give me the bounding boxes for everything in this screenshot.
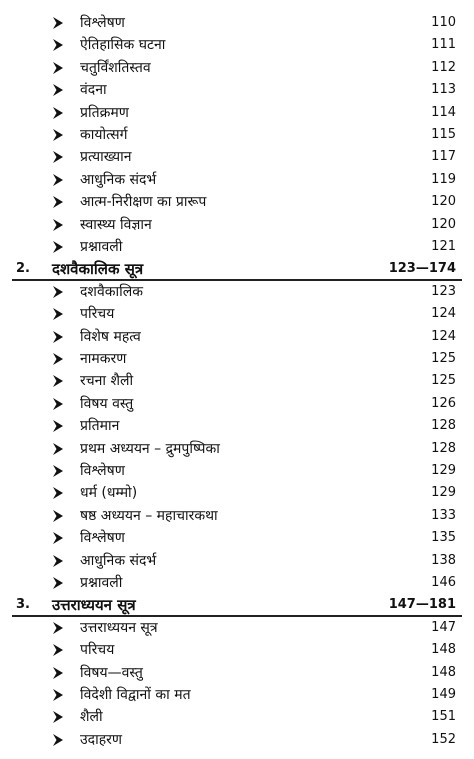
toc-entry-page: 147 [431, 619, 456, 635]
toc-entry-page: 115 [431, 127, 456, 142]
chapter-heading[interactable] [0, 594, 474, 616]
toc-entry-title: विदेशी विद्वानों का मत [80, 687, 191, 703]
toc-entry-page: 128 [431, 418, 456, 434]
toc-entry-page: 128 [431, 440, 456, 456]
toc-entry-title: उत्तराध्ययन सूत्र [80, 619, 158, 636]
toc-entry-page: 112 [431, 59, 456, 75]
toc-entry-title: शैली [80, 709, 103, 726]
toc-entry-title: षष्ठ अध्ययन – महाचारकथा [80, 507, 218, 524]
toc-entry-title: वंदना [80, 82, 107, 99]
arrow-bullet-icon [52, 643, 66, 657]
toc-entry-page: 113 [431, 82, 456, 98]
arrow-bullet-icon [52, 106, 66, 120]
toc-entry-page: 135 [431, 530, 456, 546]
toc-entry[interactable] [0, 550, 474, 572]
arrow-bullet-icon [52, 509, 66, 523]
toc-entry-page: 125 [431, 373, 456, 389]
arrow-bullet-icon [52, 83, 66, 97]
arrow-bullet-icon [52, 419, 66, 433]
arrow-bullet-icon [52, 464, 66, 478]
toc-entry-title: विषय—वस्तु [80, 664, 143, 681]
toc-entry-title: विषय वस्तु [80, 395, 134, 412]
toc-entry-page: 124 [431, 328, 456, 344]
toc-entry-title: प्रथम अध्ययन – द्रुमपुष्पिका [80, 440, 220, 457]
chapter-number: 2. [16, 261, 30, 277]
toc-entry-title: उदाहरण [80, 731, 123, 748]
toc-entry-page: 123 [431, 283, 456, 299]
toc-entry-page: 149 [431, 687, 456, 702]
toc-entry[interactable] [0, 348, 474, 370]
toc-entry[interactable] [0, 281, 474, 303]
toc-entry-title: प्रत्याख्यान [80, 149, 132, 166]
toc-entry-page: 120 [431, 194, 456, 210]
toc-entry-page: 152 [431, 731, 456, 747]
arrow-bullet-icon [52, 173, 66, 187]
arrow-bullet-icon [52, 16, 66, 30]
arrow-bullet-icon [52, 285, 66, 299]
toc-entry-title: प्रश्नावली [80, 239, 123, 255]
toc-entry-page: 117 [431, 149, 456, 165]
toc-entry-title: परिचय [80, 306, 115, 323]
toc-entry-page: 129 [431, 485, 456, 501]
toc-entry[interactable] [0, 505, 474, 527]
toc-entry-title: नामकरण [80, 351, 127, 367]
toc-entry[interactable] [0, 393, 474, 415]
arrow-bullet-icon [52, 61, 66, 75]
toc-entry[interactable] [0, 169, 474, 191]
toc-entry[interactable] [0, 236, 474, 258]
toc-entry[interactable] [0, 684, 474, 706]
arrow-bullet-icon [52, 218, 66, 232]
toc-entry-page: 148 [431, 664, 456, 680]
toc-entry-page: 110 [431, 15, 456, 30]
arrow-bullet-icon [52, 554, 66, 568]
toc-entry-title: स्वास्थ्य विज्ञान [80, 216, 152, 233]
toc-entry-page: 114 [431, 104, 456, 120]
toc-entry-title: आधुनिक संदर्भ [80, 171, 157, 188]
toc-entry[interactable] [0, 415, 474, 437]
toc-entry-page: 133 [431, 507, 456, 523]
toc-entry-title: विश्लेषण [80, 463, 125, 479]
toc-entry[interactable] [0, 191, 474, 213]
toc-entry-page: 119 [431, 171, 456, 187]
arrow-bullet-icon [52, 240, 66, 254]
arrow-bullet-icon [52, 733, 66, 747]
toc-entry-page: 111 [431, 37, 456, 53]
toc-entry[interactable] [0, 79, 474, 101]
toc-entry-page: 121 [431, 239, 456, 254]
toc-entry-title: आधुनिक संदर्भ [80, 552, 157, 569]
toc-entry[interactable] [0, 706, 474, 728]
toc-entry-title: प्रश्नावली [80, 575, 123, 591]
arrow-bullet-icon [52, 442, 66, 456]
arrow-bullet-icon [52, 195, 66, 209]
toc-entry[interactable] [0, 639, 474, 661]
toc-entry-title: कायोत्सर्ग [80, 127, 128, 143]
arrow-bullet-icon [52, 710, 66, 724]
toc-entry-title: विशेष महत्व [80, 328, 141, 345]
arrow-bullet-icon [52, 330, 66, 344]
arrow-bullet-icon [52, 352, 66, 366]
toc-entry-title: आत्म-निरीक्षण का प्रारूप [80, 194, 207, 211]
toc-entry-page: 120 [431, 216, 456, 232]
arrow-bullet-icon [52, 576, 66, 590]
toc-entry-title: ऐतिहासिक घटना [80, 37, 166, 54]
arrow-bullet-icon [52, 666, 66, 680]
arrow-bullet-icon [52, 531, 66, 545]
toc-entry[interactable] [0, 57, 474, 79]
toc-entry[interactable] [0, 102, 474, 124]
toc-entry-page: 146 [431, 575, 456, 590]
toc-entry[interactable] [0, 460, 474, 482]
toc-entry[interactable] [0, 729, 474, 751]
toc-entry[interactable] [0, 438, 474, 460]
arrow-bullet-icon [52, 486, 66, 500]
chapter-number: 3. [16, 597, 30, 613]
toc-entry-page: 125 [431, 351, 456, 366]
toc-entry-page: 151 [431, 709, 456, 725]
chapter-heading[interactable] [0, 258, 474, 280]
toc-entry[interactable] [0, 617, 474, 639]
toc-entry-page: 126 [431, 395, 456, 411]
arrow-bullet-icon [52, 621, 66, 635]
toc-entry-page: 124 [431, 306, 456, 322]
toc-entry[interactable] [0, 124, 474, 146]
toc-entry[interactable] [0, 482, 474, 504]
chapter-page-range: 147—181 [388, 597, 456, 613]
toc-entry-title: प्रतिक्रमण [80, 104, 129, 121]
toc-entry-title: चतुर्विंशतिस्तव [80, 59, 151, 76]
chapter-page-range: 123—174 [388, 261, 456, 277]
arrow-bullet-icon [52, 688, 66, 702]
arrow-bullet-icon [52, 128, 66, 142]
toc-entry-title: दशवैकालिक [80, 283, 143, 300]
toc-entry-title: परिचय [80, 642, 115, 659]
chapter-title: उत्तराध्ययन सूत्र [52, 596, 136, 615]
toc-entry[interactable] [0, 303, 474, 325]
arrow-bullet-icon [52, 374, 66, 388]
toc-entry-title: प्रतिमान [80, 418, 120, 435]
toc-entry[interactable] [0, 34, 474, 56]
arrow-bullet-icon [52, 307, 66, 321]
toc-entry[interactable] [0, 146, 474, 168]
toc-entry[interactable] [0, 214, 474, 236]
arrow-bullet-icon [52, 38, 66, 52]
toc-entry-title: विश्लेषण [80, 530, 125, 547]
toc-entry[interactable] [0, 527, 474, 549]
toc-entry-page: 129 [431, 463, 456, 478]
toc-entry[interactable] [0, 662, 474, 684]
toc-entry[interactable] [0, 572, 474, 594]
toc-entry[interactable] [0, 370, 474, 392]
toc-entry-title: रचना शैली [80, 373, 134, 390]
arrow-bullet-icon [52, 397, 66, 411]
arrow-bullet-icon [52, 150, 66, 164]
chapter-title: दशवैकालिक सूत्र [52, 260, 144, 279]
toc-entry-page: 148 [431, 642, 456, 658]
toc-entry[interactable] [0, 326, 474, 348]
toc-entry[interactable] [0, 12, 474, 34]
toc-entry-title: धर्म (धम्मो) [80, 485, 138, 502]
toc-entry-title: विश्लेषण [80, 15, 125, 31]
toc-entry-page: 138 [431, 552, 456, 568]
